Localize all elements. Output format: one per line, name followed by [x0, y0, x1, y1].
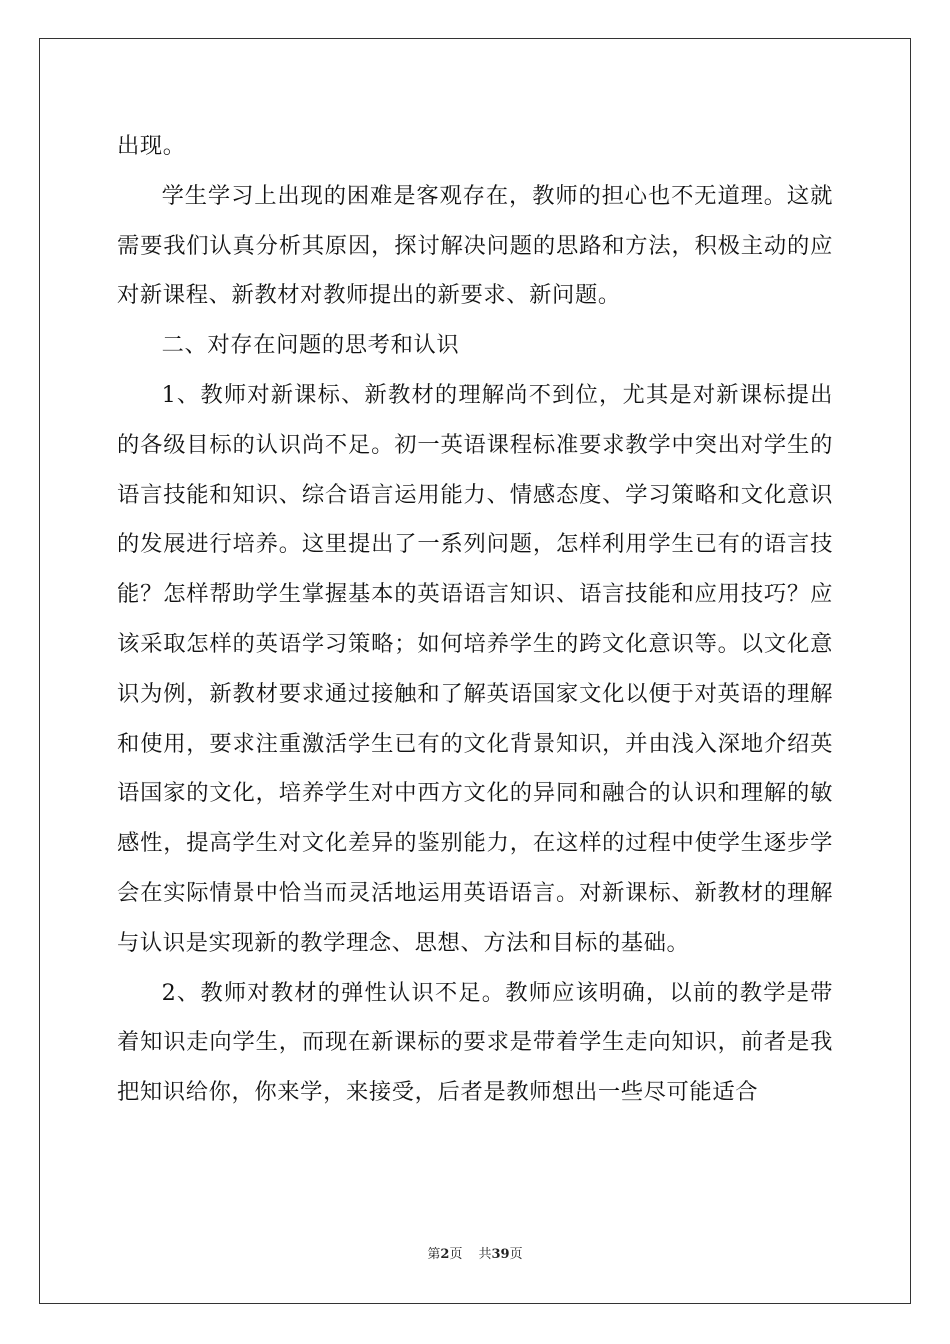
paragraph: 出现。	[117, 133, 186, 159]
section-heading: 二、对存在问题的思考和认识	[161, 332, 460, 359]
total-pages: 39	[491, 1247, 510, 1262]
page-footer	[0, 1246, 950, 1264]
document-body	[117, 122, 833, 1118]
page-label-unit: 页	[449, 1247, 463, 1262]
paragraph: 2、教师对教材的弹性认识不足。教师应该明确，以前的教学是带着知识走向学生，而现在新课标的要求是带着学生走向知识，前者是我把知识给你，你来学，来接受，后者是教师想出一些尽可能适合	[117, 979, 833, 1106]
paragraph: 1、教师对新课标、新教材的理解尚不到位，尤其是对新课标提出的各级目标的认识尚不足。初一英语课程标准要求教学中突出对学生的语言技能和知识、综合语言运用能力、情感态度、学习策略和文化意识的发展进行培养。这里提出了一系列问题，怎样利用学生已有的语言技能？怎样帮助学生掌握基本的英语语言知识、语言技能和应用技巧？应该采取怎样的英语学习策略；如何培养学生的跨文化意识等。以文化意识为例，新教材要求通过接触和了解英语国家文化以便于对英语的理解和使用，要求注重激活学生已有的文化背景知识，并由浅入深地介绍英语国家的文化，培养学生对中西方文化的异同和融合的认识和理解的敏感性，提高学生对文化差异的鉴别能力，在这样的过程中使学生逐步学会在实际情景中恰当而灵活地运用英语语言。对新课标、新教材的理解与认识是实现新的教学理念、思想、方法和目标的基础。	[117, 381, 833, 956]
page-number: 2	[440, 1247, 450, 1262]
paragraph: 学生学习上出现的困难是客观存在，教师的担心也不无道理。这就需要我们认真分析其原因，探讨解决问题的思路和方法，积极主动的应对新课程、新教材对教师提出的新要求、新问题。	[117, 182, 833, 309]
page-label-prefix: 第	[427, 1247, 441, 1262]
total-label-unit: 页	[509, 1247, 523, 1262]
total-label-prefix: 共	[478, 1247, 492, 1262]
